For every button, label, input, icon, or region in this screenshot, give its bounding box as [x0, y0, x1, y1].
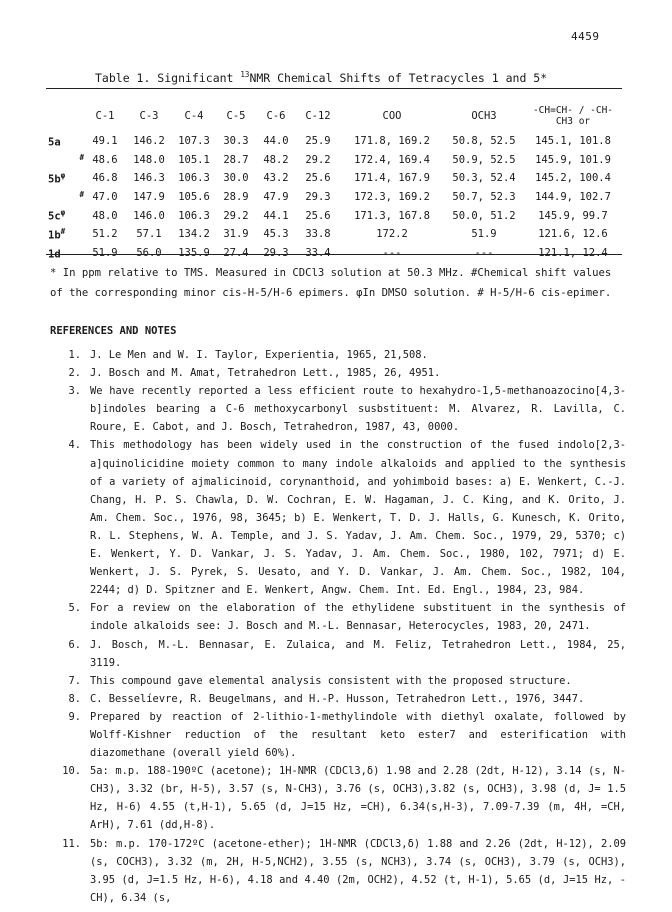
table-cell: 31.9 [223, 228, 249, 241]
header-c6: C-6 [266, 110, 286, 122]
table-cell: 46.8 [92, 172, 118, 185]
table-cell: 145.9, 99.7 [538, 209, 608, 222]
table-cell: 29.3 [305, 191, 331, 204]
table-top-rule [46, 88, 622, 89]
table-row [46, 132, 622, 151]
reference-text: For a review on the elaboration of the ethylidene substituent in the synthesis of indole alkaloids see: J. Bosch and M.-L. Bennasar, Heterocycles, 1983, 20, 2471. [90, 602, 626, 633]
reference-number: 3. [68, 385, 81, 398]
table-cell: 146.2 [133, 135, 165, 148]
reference-number: 7. [68, 674, 81, 687]
table-cell: --- [382, 246, 402, 259]
table-cell: 134.2 [178, 228, 210, 241]
header-olefin: -CH=CH- / -CH-CH3 or [532, 105, 614, 127]
header-c12: C-12 [305, 110, 331, 122]
table-cell: 51.2 [92, 228, 118, 241]
references-list [50, 346, 626, 907]
shifts-table [46, 100, 622, 262]
table-cell: 25.6 [305, 209, 331, 222]
reference-number: 8. [68, 692, 81, 705]
reference-item [50, 762, 626, 834]
table-cell: 145.9, 101.9 [535, 153, 611, 166]
table-cell: 50.9, 52.5 [452, 153, 516, 166]
reference-text: This compound gave elemental analysis consistent with the proposed structure. [90, 674, 572, 687]
reference-text: J. Le Men and W. I. Taylor, Experientia, 1965, 21,508. [90, 349, 428, 361]
table-cell: 51.9 [471, 228, 497, 241]
table-cell: 33.8 [305, 228, 331, 241]
table-cell: 33.4 [305, 246, 331, 259]
compound-label: 1b# [48, 227, 66, 242]
table-cell: 106.3 [178, 209, 210, 222]
table-cell: 48.6 [92, 153, 118, 166]
header-c1: C-1 [95, 110, 115, 122]
table-cell: 28.9 [223, 191, 249, 204]
table-cell: 25.6 [305, 172, 331, 185]
compound-label: # [79, 189, 84, 199]
reference-text: Prepared by reaction of 2-lithio-1-methylindole with diethyl oxalate, followed by Wolff-Kishner reduction of the resultant keto ester7 and esterification with diazomethane (overall yield 60%). [90, 710, 626, 760]
table-cell: 29.3 [263, 246, 289, 259]
reference-item [50, 436, 626, 599]
table-cell: 121.6, 12.6 [538, 228, 608, 241]
table-cell: 50.0, 51.2 [452, 209, 516, 222]
table-cell: 30.0 [223, 172, 249, 185]
reference-number: 5. [68, 602, 81, 615]
header-c5: C-5 [226, 110, 246, 122]
table-cell: 29.2 [305, 153, 331, 166]
table-cell: 25.9 [305, 135, 331, 148]
table-cell: 172.3, 169.2 [354, 191, 430, 204]
header-c3: C-3 [139, 110, 159, 122]
table-cell: 146.0 [133, 209, 165, 222]
table-cell: 172.2 [376, 228, 408, 241]
compound-label: # [79, 152, 84, 162]
compound-label: 1d [48, 248, 61, 261]
table-cell: 147.9 [133, 191, 165, 204]
page-number: 4459 [571, 30, 600, 43]
reference-number: 9. [68, 710, 81, 723]
reference-text: J. Bosch and M. Amat, Tetrahedron Lett., 1985, 26, 4951. [90, 367, 441, 380]
header-coo: COO [382, 110, 402, 122]
table-cell: 50.7, 52.3 [452, 191, 516, 204]
table-cell: 107.3 [178, 135, 210, 148]
table-cell: 27.4 [223, 246, 249, 259]
table-cell: 56.0 [136, 246, 162, 259]
table-cell: 146.3 [133, 172, 165, 185]
table-row [46, 225, 622, 244]
table-row [46, 206, 622, 225]
table-cell: 47.0 [92, 191, 118, 204]
reference-item [50, 382, 626, 436]
table-row [46, 151, 622, 170]
table-cell: 43.2 [263, 172, 289, 185]
table-cell: 45.3 [263, 228, 289, 241]
table-cell: 50.8, 52.5 [452, 135, 516, 148]
table-cell: 105.1 [178, 153, 210, 166]
table-cell: 49.1 [92, 135, 118, 148]
table-row [46, 244, 622, 263]
table-cell: 50.3, 52.4 [452, 172, 516, 185]
table-cell: 106.3 [178, 172, 210, 185]
table-row [46, 169, 622, 188]
table-cell: 172.4, 169.4 [354, 153, 430, 166]
reference-item [50, 599, 626, 635]
reference-item [50, 364, 626, 382]
table-bottom-rule [46, 254, 622, 255]
table-cell: 44.1 [263, 209, 289, 222]
reference-number: 11. [62, 837, 81, 850]
reference-text: 5a: m.p. 188-190ºC (acetone); 1H-NMR (CDCl3,δ) 1.98 and 2.28 (2dt, H-12), 3.14 (s, N-CH3), 3.32 (br, H-5), 3.57 (s, N-CH3), 3.76 (s, OCH3),3.82 (s, OCH3), 3.98 (d, J= 1.5 Hz, H-6) 4.55 (t,H-1), 5.65 (d, J=15 Hz, =CH), 6.34(s,H-3), 7.09-7.39 (m, 4H, =CH, ArH), 7.61 (dd,H-8). [90, 765, 626, 832]
reference-number: 4. [68, 439, 81, 452]
reference-item [50, 835, 626, 907]
reference-item [50, 690, 626, 708]
table-cell: 48.2 [263, 153, 289, 166]
compound-label: 5a [48, 136, 61, 149]
reference-text: 5b: m.p. 170-172ºC (acetone-ether); 1H-NMR (CDCl3,δ) 1.88 and 2.26 (2dt, H-12), 2.09 (s, COCH3), 3.32 (m, 2H, H-5,NCH2), 3.55 (s, NCH3), 3.74 (s, OCH3), 3.79 (s, OCH3), 3.95 (d, J=1.5 Hz, H-6), 4.18 and 4.40 (2m, OCH2), 4.52 (t, H-1), 5.65 (d, J=15 Hz, -CH), 6.34 (s, [90, 837, 626, 904]
table-title: Table 1. Significant $^{13}$NMR Chemical Shifts of Tetracycles 1 and 5* [95, 70, 548, 85]
reference-number: 1. [68, 349, 81, 361]
header-compound [46, 100, 84, 132]
reference-text: This methodology has been widely used in the construction of the fused indolo[2,3-a]quinolicidine moiety common to many indole alkaloids and applied to the synthesis of a variety of ajmalicinoid, corynanthoid, and yohimboid bases: a) E. Wenkert, C.-J. Chang, H. P. S. Chawla, D. W. Cochran, E. W. Hagaman, J. C. King, and K. Orito, J. Am. Chem. Soc., 1976, 98, 3645; b) E. Wenkert, T. D. J. Halls, G. Kunesch, K. Orito, R. L. Stephens, W. A. Temple, and J. S. Yadav, J. Am. Chem. Soc., 1979, 29, 5370; c) E. Wenkert, Y. D. Vankar, J. S. Yadav, J. Am. Chem. Soc., 1980, 102, 7971; d) E. Wenkert, J. S. Pyrek, S. Uesato, and Y. D. Vankar, J. Am. Chem. Soc., 1982, 104, 2244; d) D. Spitzner and E. Wenkert, Angw. Chem. Int. Ed. Engl., 1984, 23, 984. [90, 439, 626, 597]
reference-item [50, 636, 626, 672]
compound-label: $5b^\varphi$ [48, 171, 66, 186]
reference-text: We have recently reported a less efficient route to hexahydro-1,5-methanoazocino[4,3-b]indoles bearing a C-6 methoxycarbonyl susbstituent: M. Alvarez, R. Lavilla, C. Roure, E. Cabot, and J. Bosch, Tetrahedron, 1987, 43, 0000. [90, 385, 626, 434]
reference-text: C. Besselíevre, R. Beugelmans, and H.-P. Husson, Tetrahedron Lett., 1976, 3447. [90, 692, 585, 705]
compound-label: $5c^\varphi$ [48, 208, 66, 223]
table-cell: 145.2, 100.4 [535, 172, 611, 185]
table-cell: 148.0 [133, 153, 165, 166]
table-row [46, 188, 622, 207]
table-cell: 57.1 [136, 228, 162, 241]
table-cell: 144.9, 102.7 [535, 191, 611, 204]
table-cell: 30.3 [223, 135, 249, 148]
reference-item [50, 708, 626, 762]
table-cell: 44.0 [263, 135, 289, 148]
reference-item [50, 346, 626, 364]
reference-number: 2. [68, 367, 81, 380]
reference-number: 6. [68, 638, 81, 651]
table-cell: 171.3, 167.8 [354, 209, 430, 222]
header-c4: C-4 [184, 110, 204, 122]
table-cell: 135.9 [178, 246, 210, 259]
table-cell: 47.9 [263, 191, 289, 204]
table-cell: 29.2 [223, 209, 249, 222]
reference-number: 10. [62, 765, 81, 778]
table-cell: 105.6 [178, 191, 210, 204]
reference-item [50, 672, 626, 690]
table-header-row [46, 100, 622, 132]
header-och3: OCH3 [471, 110, 497, 122]
table-cell: 28.7 [223, 153, 249, 166]
table-cell: 121.1, 12.4 [538, 246, 608, 259]
table-footnote: * In ppm relative to TMS. Measured in CDCl3 solution at 50.3 MHz. #Chemical shift values of the corresponding minor cis-H-5/H-6 epimers. φIn DMSO solution. # H-5/H-6 cis-epimer. [50, 267, 612, 299]
table-cell: --- [474, 246, 494, 259]
reference-text: J. Bosch, M.-L. Bennasar, E. Zulaica, and M. Feliz, Tetrahedron Lett., 1984, 25, 3119. [90, 638, 626, 669]
table-cell: 171.4, 167.9 [354, 172, 430, 185]
table-cell: 145.1, 101.8 [535, 135, 611, 148]
references-heading: REFERENCES AND NOTES [50, 325, 177, 337]
table-cell: 48.0 [92, 209, 118, 222]
table-cell: 51.9 [92, 246, 118, 259]
table-body [46, 132, 622, 262]
table-cell: 171.8, 169.2 [354, 135, 430, 148]
